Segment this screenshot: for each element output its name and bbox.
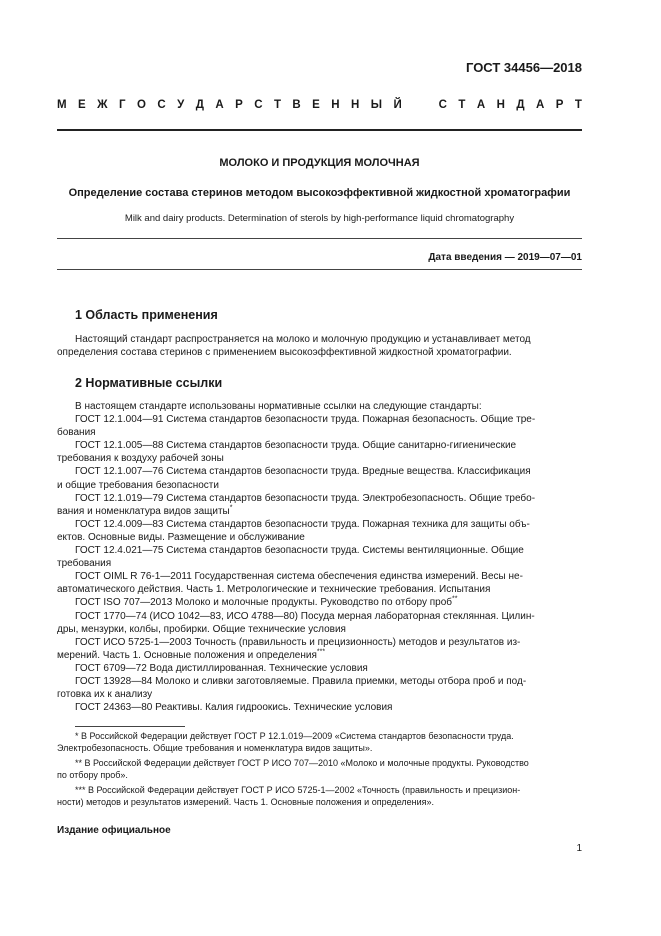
interstate-letter: А [215,99,224,111]
reference-line-1 [75,465,582,478]
footnote-marker: *** [316,648,326,656]
document-subtitle: Определение состава стеринов методом высокоэффективной жидкостной хроматографии [68,187,571,199]
reference-line-2 [57,479,582,492]
section-1-heading: 1 Область применения [75,308,218,322]
interstate-letter: Й [393,99,402,111]
reference-text: ГОСТ 12.1.005—88 Система стандартов безопасности труда. Общие санитарно-гигиенические [75,440,517,452]
reference-line-1 [75,544,582,557]
reference-text: ГОСТ 13928—84 Молоко и сливки заготовляемые. Правила приемки, методы отбора проб и под- [75,675,527,687]
footnote-line-2: Электробезопасность. Общие требования и номенклатура видов защиты». [57,743,373,753]
interstate-letter: У [177,99,185,111]
reference-text: ГОСТ 12.1.007—76 Система стандартов безопасности труда. Вредные вещества. Классификация [75,466,531,478]
interstate-letter: Р [555,99,564,111]
interstate-letter: Р [235,99,243,111]
interstate-letter: Н [331,99,340,111]
interstate-letter: Н [496,99,505,111]
reference-line-2 [57,426,582,439]
interstate-letter: Д [516,99,525,111]
reference-line-1 [75,701,582,714]
reference-line-2 [57,531,582,544]
interstate-standard-banner [57,99,582,111]
reference-item [57,636,582,662]
reference-text-continued: автоматического действия. Часть 1. Метрологические и технические требования. Испытания [57,584,491,596]
reference-line-1 [75,518,582,531]
reference-text-continued: готовка их к анализу [57,689,153,701]
footnote-marker: ** [452,596,458,604]
interstate-letter: Д [195,99,204,111]
interstate-letter: Н [351,99,360,111]
footnote-line-1: ** В Российской Федерации действует ГОСТ Р ИСО 707—2010 «Молоко и молочные продукты. Руководство [75,758,529,768]
interstate-letter: Т [273,99,281,111]
reference-text: ГОСТ 12.1.019—79 Система стандартов безопасности труда. Электробезопасность. Общие требо- [75,492,536,504]
reference-line-1 [75,439,582,452]
page-number: 1 [576,843,582,854]
reference-line-2 [57,505,582,518]
reference-line-1 [75,570,582,583]
reference-item [57,675,582,701]
references-list [57,400,582,714]
reference-text-continued: и общие требования безопасности [57,479,219,491]
reference-line-2 [57,557,582,570]
reference-line-1 [75,675,582,688]
footnotes [57,730,582,811]
interstate-letter [413,99,427,111]
reference-text: ГОСТ 12.4.009—83 Система стандартов безопасности труда. Пожарная техника для защиты объ- [75,518,530,530]
footnote-line-1: * В Российской Федерации действует ГОСТ Р 12.1.019—2009 «Система стандартов безопасности труда. [75,731,514,741]
reference-text-continued: дры, мензурки, колбы, пробирки. Общие технические условия [57,623,346,635]
interstate-letter: С [157,99,166,111]
reference-text: ГОСТ ISO 707—2013 Молоко и молочные продукты. Руководство по отбору проб [75,597,453,609]
header-rule [57,129,582,131]
reference-line-1 [75,636,582,649]
reference-text-continued: требования [57,558,112,570]
document-title: МОЛОКО И ПРОДУКЦИЯ МОЛОЧНАЯ [219,157,420,169]
reference-item [75,701,582,714]
introduction-date: Дата введения — 2019—07—01 [428,252,582,263]
interstate-letter: Е [312,99,320,111]
reference-text: ГОСТ 6709—72 Вода дистиллированная. Технические условия [75,662,368,674]
reference-item [57,492,582,518]
footnote [57,730,582,754]
interstate-letter: Е [78,99,86,111]
reference-line-2 [57,452,582,465]
reference-item [75,662,582,675]
reference-line-1 [75,662,582,675]
reference-item [57,610,582,636]
reference-item [75,596,582,609]
reference-text: ГОСТ ИСО 5725-1—2003 Точность (правильность и прецизионность) методов и результатов из- [75,636,521,648]
reference-item [57,518,582,544]
footnote [57,784,582,808]
english-title: Milk and dairy products. Determination of sterols by high-performance liquid chromatography [124,213,515,224]
title-rule-bottom [57,269,582,270]
reference-text: ГОСТ OIML R 76-1—2011 Государственная система обеспечения единства измерений. Весы не- [75,571,523,583]
reference-item [57,465,582,491]
reference-text: ГОСТ 12.4.021—75 Система стандартов безопасности труда. Системы вентиляционные. Общие [75,545,524,557]
interstate-letter: С [438,99,447,111]
reference-line-2 [57,688,582,701]
footnote [57,757,582,781]
references-intro: В настоящем стандарте использованы нормативные ссылки на следующие стандарты: [75,401,482,412]
reference-text: ГОСТ 12.1.004—91 Система стандартов безопасности труда. Пожарная безопасность. Общие тре- [75,414,536,426]
reference-text-continued: вания и номенклатура видов защиты [57,505,230,517]
reference-item [57,544,582,570]
section-2-heading: 2 Нормативные ссылки [75,376,223,390]
interstate-letter: М [57,99,67,111]
reference-text: ГОСТ 24363—80 Реактивы. Калия гидроокись. Технические условия [75,702,393,714]
reference-line-1 [75,492,582,505]
reference-text-continued: мерений. Часть 1. Основные положения и определения [57,649,317,661]
interstate-letter: Ж [97,99,108,111]
footnote-rule [75,726,185,727]
reference-item [57,413,582,439]
reference-item [57,570,582,596]
section-1-text [57,333,582,359]
reference-line-2 [57,649,582,662]
reference-line-2 [57,583,582,596]
standard-number: ГОСТ 34456—2018 [466,60,582,75]
interstate-letter: В [292,99,301,111]
interstate-letter: Т [458,99,466,111]
footnote-line-2: ности) методов и результатов измерений. Часть 1. Основные положения и определения». [57,797,434,807]
reference-text-continued: бования [57,427,96,439]
interstate-letter: Г [118,99,126,111]
reference-item [57,439,582,465]
interstate-letter: Ы [370,99,383,111]
reference-text-continued: ектов. Основные виды. Размещение и обслуживание [57,531,305,543]
reference-line-1 [75,596,582,609]
title-rule-top [57,238,582,239]
interstate-letter: О [136,99,146,111]
reference-line-1 [75,610,582,623]
footnote-marker: * [229,504,233,512]
interstate-letter: Т [574,99,582,111]
edition-note: Издание официальное [57,825,171,836]
reference-text: ГОСТ 1770—74 (ИСО 1042—83, ИСО 4788—80) Посуда мерная лабораторная стеклянная. Цилин- [75,610,535,622]
interstate-letter: А [476,99,486,111]
interstate-letter: А [535,99,545,111]
interstate-letter: С [254,99,263,111]
section-1-text-line-1: Настоящий стандарт распространяется на молоко и молочную продукцию и устанавливает метод [75,334,531,345]
reference-line-1 [75,413,582,426]
footnote-line-1: *** В Российской Федерации действует ГОСТ Р ИСО 5725-1—2002 «Точность (правильность и прецизион- [75,785,521,795]
section-1-text-line-2: определения состава стеринов с применением высокоэффективной жидкостной хроматографии. [57,347,512,359]
reference-text-continued: требования к воздуху рабочей зоны [57,453,224,465]
reference-line-2 [57,623,582,636]
footnote-line-2: по отбору проб». [57,770,128,780]
